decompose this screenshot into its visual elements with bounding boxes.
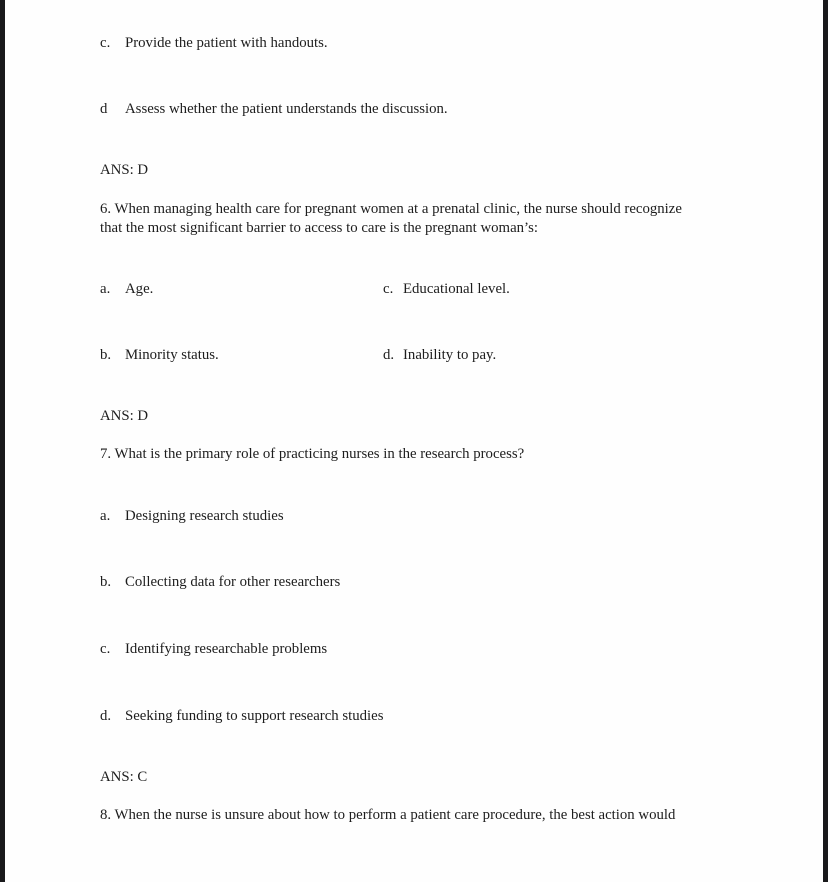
answer-line-q5 — [100, 162, 148, 179]
option-label: b. — [100, 574, 112, 590]
option-label: a. — [100, 281, 111, 297]
question-text: 8. When the nurse is unsure about how to perform a patient care procedure, the best action would — [100, 807, 676, 823]
question-text: 6. When managing health care for pregnant women at a prenatal clinic, the nurse should recognize that the most significant barrier to access to care is the pregnant woman’s: — [100, 201, 682, 236]
option-cell-q6-d — [383, 347, 496, 364]
option-label: a. — [100, 508, 111, 524]
answer-text: ANS: D — [100, 162, 149, 178]
option-label: b. — [100, 347, 112, 363]
answer-text: ANS: C — [100, 769, 148, 785]
option-text: Age. — [125, 281, 154, 297]
option-text: Inability to pay. — [403, 347, 497, 363]
option-text: Provide the patient with handouts. — [125, 35, 328, 51]
option-label: c. — [100, 35, 111, 51]
question-6-text — [100, 200, 695, 237]
option-row-q5-c — [100, 35, 328, 52]
question-7-text — [100, 445, 695, 464]
option-row-q6-ac — [100, 281, 510, 298]
option-text: Identifying researchable problems — [125, 641, 328, 657]
question-text: 7. What is the primary role of practicing nurses in the research process? — [100, 446, 525, 462]
option-row-q7-c — [100, 641, 327, 658]
answer-line-q6 — [100, 408, 148, 425]
option-text: Educational level. — [403, 281, 510, 297]
option-label: d. — [100, 708, 112, 724]
left-page-edge — [0, 0, 5, 882]
option-label: d. — [383, 347, 395, 363]
option-text: Assess whether the patient understands the discussion. — [125, 101, 448, 117]
answer-line-q7 — [100, 769, 147, 786]
right-page-edge — [823, 0, 828, 882]
option-row-q6-bd — [100, 347, 497, 364]
option-text: Minority status. — [125, 347, 219, 363]
option-row-q7-a — [100, 508, 284, 525]
option-text: Seeking funding to support research studies — [125, 708, 384, 724]
option-row-q5-d — [100, 101, 448, 118]
option-text: Designing research studies — [125, 508, 284, 524]
option-label: c. — [100, 641, 111, 657]
option-label: c. — [383, 281, 394, 297]
question-8-text — [100, 806, 695, 825]
option-text: Collecting data for other researchers — [125, 574, 341, 590]
option-row-q7-b — [100, 574, 340, 591]
option-label: d — [100, 101, 108, 117]
answer-text: ANS: D — [100, 408, 149, 424]
option-row-q7-d — [100, 708, 383, 725]
option-cell-q6-c — [383, 281, 510, 298]
